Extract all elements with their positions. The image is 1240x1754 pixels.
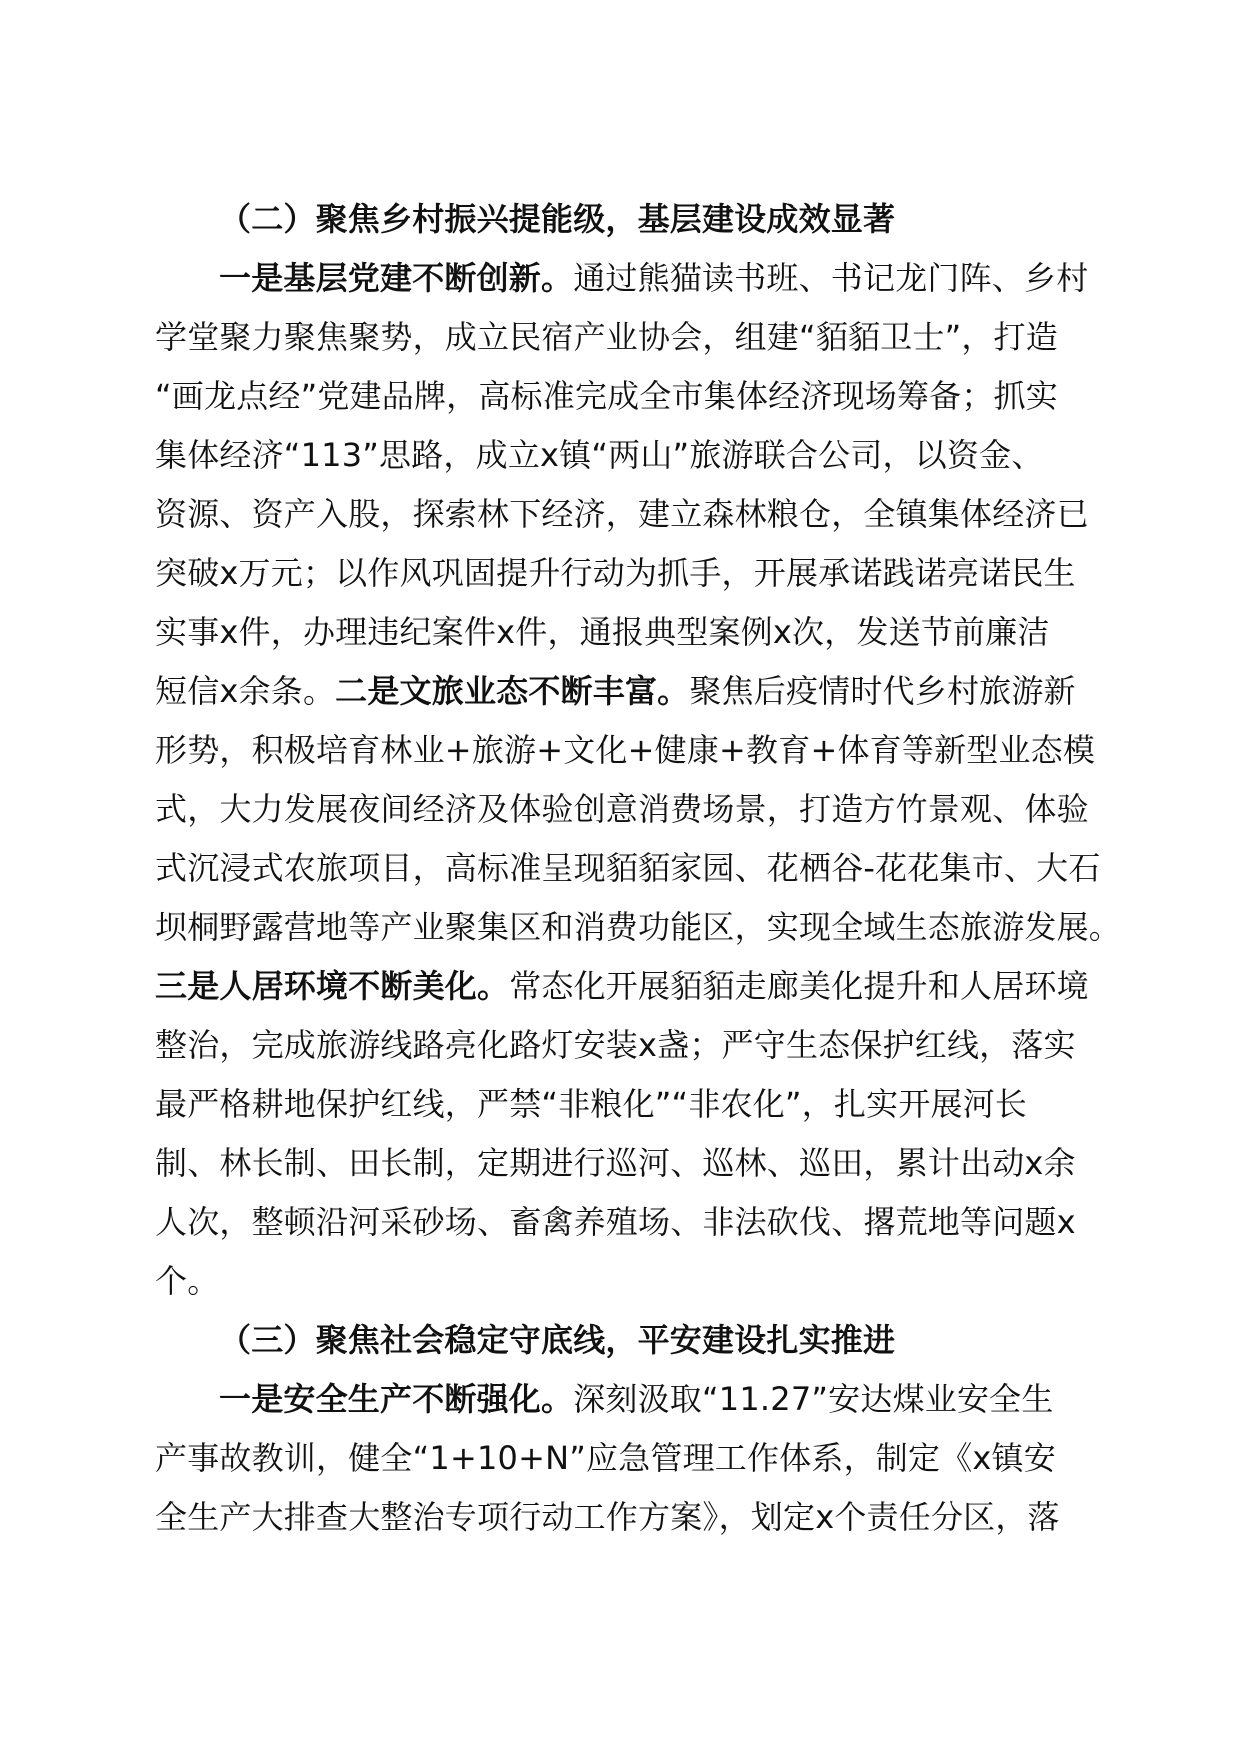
line-text: 聚焦后疫情时代乡村旅游新	[689, 672, 1076, 710]
paragraph-line: 学堂聚力聚焦聚势，成立民宿产业协会，组建“貊貊卫士”，打造	[155, 318, 1058, 356]
line-text: 通过熊猫读书班、书记龙门阵、乡村	[573, 259, 1089, 297]
bold-lead: 三是人居环境不断美化。	[155, 967, 510, 1005]
paragraph-line: 制、林长制、田长制，定期进行巡河、巡林、巡田，累计出动x余	[155, 1144, 1076, 1182]
paragraph-line: 全生产大排查大整治专项行动工作方案》，划定x个责任分区，落	[155, 1498, 1060, 1536]
paragraph-line: 形势，积极培育林业+旅游+文化+健康+教育+体育等新型业态模	[155, 731, 1096, 769]
paragraph-line: 最严格耕地保护红线，严禁“非粮化”“非农化”，扎实开展河长	[155, 1085, 1028, 1123]
paragraph-line: 式沉浸式农旅项目，高标准呈现貊貊家园、花栖谷-花花集市、大石	[155, 849, 1101, 887]
paragraph-line: 集体经济“113”思路，成立x镇“两山”旅游联合公司，以资金、	[155, 436, 1044, 474]
paragraph-line: “画龙点经”党建品牌，高标准完成全市集体经济现场筹备；抓实	[155, 377, 1058, 415]
bold-lead: 一是安全生产不断强化。	[219, 1380, 574, 1418]
section-heading-3: （三）聚焦社会稳定守底线，平安建设扎实推进	[219, 1321, 896, 1359]
paragraph-line: 式，大力发展夜间经济及体验创意消费场景，打造方竹景观、体验	[155, 790, 1089, 828]
line-text: 常态化开展貊貊走廊美化提升和人居环境	[509, 967, 1089, 1005]
paragraph-line: 坝桐野露营地等产业聚集区和消费功能区，实现全域生态旅游发展。	[155, 908, 1122, 946]
paragraph-line: 整治，完成旅游线路亮化路灯安装x盏；严守生态保护红线，落实	[155, 1026, 1076, 1064]
paragraph-line: 人次，整顿沿河采砂场、畜禽养殖场、非法砍伐、撂荒地等问题x	[155, 1203, 1076, 1241]
paragraph-line	[155, 1370, 1085, 1429]
paragraph-line: 实事x件，办理违纪案件x件，通报典型案例x次，发送节前廉洁	[155, 613, 1050, 651]
line-text: 短信x余条。	[155, 672, 336, 710]
line-text: 深刻汲取“11.27”安达煤业安全生	[573, 1380, 1054, 1418]
paragraph-line: 资源、资产入股，探索林下经济，建立森林粮仓，全镇集体经济已	[155, 495, 1089, 533]
paragraph-line: 突破x万元；以作风巩固提升行动为抓手，开展承诺践诺亮诺民生	[155, 554, 1076, 592]
document-page	[155, 190, 1122, 1547]
paragraph-line: 个。	[155, 1262, 220, 1300]
paragraph-line	[155, 662, 1085, 721]
paragraph-line	[155, 957, 1089, 1016]
bold-lead: 一是基层党建不断创新。	[219, 259, 574, 297]
section-heading-2: （二）聚焦乡村振兴提能级，基层建设成效显著	[219, 200, 896, 238]
paragraph-line: 产事故教训，健全“1+10+N”应急管理工作体系，制定《x镇安	[155, 1439, 1056, 1477]
paragraph-line	[155, 249, 1089, 308]
bold-lead: 二是文旅业态不断丰富。	[335, 672, 690, 710]
